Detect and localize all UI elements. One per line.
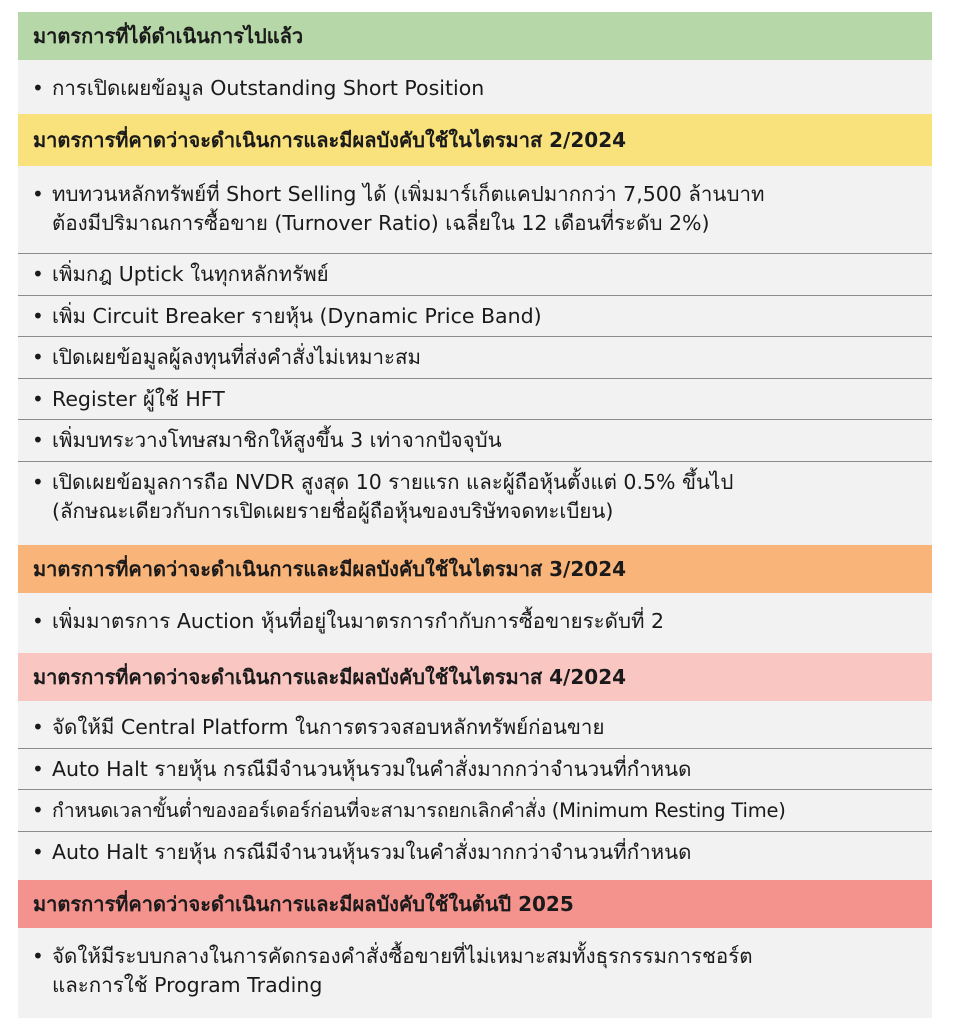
- list-item: [18, 749, 932, 790]
- list-item: [18, 928, 932, 1018]
- item-text: เปิดเผยข้อมูลการถือ NVDR สูงสุด 10 รายแรก และผู้ถือหุ้นตั้งแต่ 0.5% ขึ้นไป (ลักษณะเดียวกับการเปิดเผยรายชื่อผู้ถือหุ้นของบริษัทจดทะเบียน): [52, 470, 734, 523]
- bullet-icon: •: [32, 840, 44, 864]
- list-item: [18, 832, 932, 880]
- list-item: [18, 60, 932, 114]
- list-item: [18, 296, 932, 337]
- item-text: การเปิดเผยข้อมูล Outstanding Short Position: [52, 76, 485, 100]
- list-item: [18, 337, 932, 379]
- item-text: เพิ่มบทระวางโทษสมาชิกให้สูงขึ้น 3 เท่าจากปัจจุบัน: [52, 428, 502, 452]
- bullet-icon: •: [32, 345, 44, 369]
- item-text: จัดให้มี Central Platform ในการตรวจสอบหลักทรัพย์ก่อนขาย: [52, 715, 605, 739]
- item-text: จัดให้มีระบบกลางในการคัดกรองคำสั่งซื้อขายที่ไม่เหมาะสมทั้งธุรกรรมการชอร์ต และการใช้ Program Trading: [52, 944, 753, 997]
- bullet-icon: •: [32, 387, 44, 411]
- item-text: เปิดเผยข้อมูลผู้ลงทุนที่ส่งคำสั่งไม่เหมาะสม: [52, 345, 422, 369]
- item-text: Register ผู้ใช้ HFT: [52, 387, 225, 411]
- bullet-icon: •: [32, 609, 44, 633]
- bullet-icon: •: [32, 944, 44, 968]
- section-header-q4-2024: มาตรการที่คาดว่าจะดำเนินการและมีผลบังคับใช้ในไตรมาส 4/2024: [18, 653, 932, 701]
- item-text: กำหนดเวลาขั้นต่ำของออร์เดอร์ก่อนที่จะสามารถยกเลิกคำสั่ง (Minimum Resting Time): [52, 799, 786, 822]
- item-text: เพิ่ม Circuit Breaker รายหุ้น (Dynamic Price Band): [52, 304, 542, 328]
- bullet-icon: •: [32, 715, 44, 739]
- measures-table: [18, 12, 932, 1018]
- section-header-completed: มาตรการที่ได้ดำเนินการไปแล้ว: [18, 12, 932, 60]
- bullet-icon: •: [32, 428, 44, 452]
- bullet-icon: •: [32, 182, 44, 206]
- bullet-icon: •: [32, 304, 44, 328]
- bullet-icon: •: [32, 262, 44, 286]
- list-item: [18, 790, 932, 832]
- section-header-q2-2024: มาตรการที่คาดว่าจะดำเนินการและมีผลบังคับใช้ในไตรมาส 2/2024: [18, 114, 932, 166]
- bullet-icon: •: [32, 76, 44, 100]
- list-item: [18, 462, 932, 545]
- section-header-q3-2024: มาตรการที่คาดว่าจะดำเนินการและมีผลบังคับใช้ในไตรมาส 3/2024: [18, 545, 932, 593]
- list-item: [18, 379, 932, 420]
- list-item: [18, 166, 932, 254]
- bullet-icon: •: [32, 470, 44, 494]
- list-item: [18, 593, 932, 653]
- item-text: ทบทวนหลักทรัพย์ที่ Short Selling ได้ (เพิ่มมาร์เก็ตแคปมากกว่า 7,500 ล้านบาท ต้องมีปริมาณการซื้อขาย (Turnover Ratio) เฉลี่ยใน 12 เดือนที่ระดับ 2%): [52, 182, 765, 235]
- list-item: [18, 701, 932, 749]
- bullet-icon: •: [32, 757, 44, 781]
- item-text: เพิ่มมาตรการ Auction หุ้นที่อยู่ในมาตรการกำกับการซื้อขายระดับที่ 2: [52, 609, 665, 633]
- list-item: [18, 254, 932, 296]
- bullet-icon: •: [32, 798, 44, 822]
- section-header-early-2025: มาตรการที่คาดว่าจะดำเนินการและมีผลบังคับใช้ในต้นปี 2025: [18, 880, 932, 928]
- item-text: Auto Halt รายหุ้น กรณีมีจำนวนหุ้นรวมในคำสั่งมากกว่าจำนวนที่กำหนด: [52, 757, 692, 781]
- item-text: เพิ่มกฎ Uptick ในทุกหลักทรัพย์: [52, 262, 329, 286]
- item-text: Auto Halt รายหุ้น กรณีมีจำนวนหุ้นรวมในคำสั่งมากกว่าจำนวนที่กำหนด: [52, 840, 692, 864]
- list-item: [18, 420, 932, 462]
